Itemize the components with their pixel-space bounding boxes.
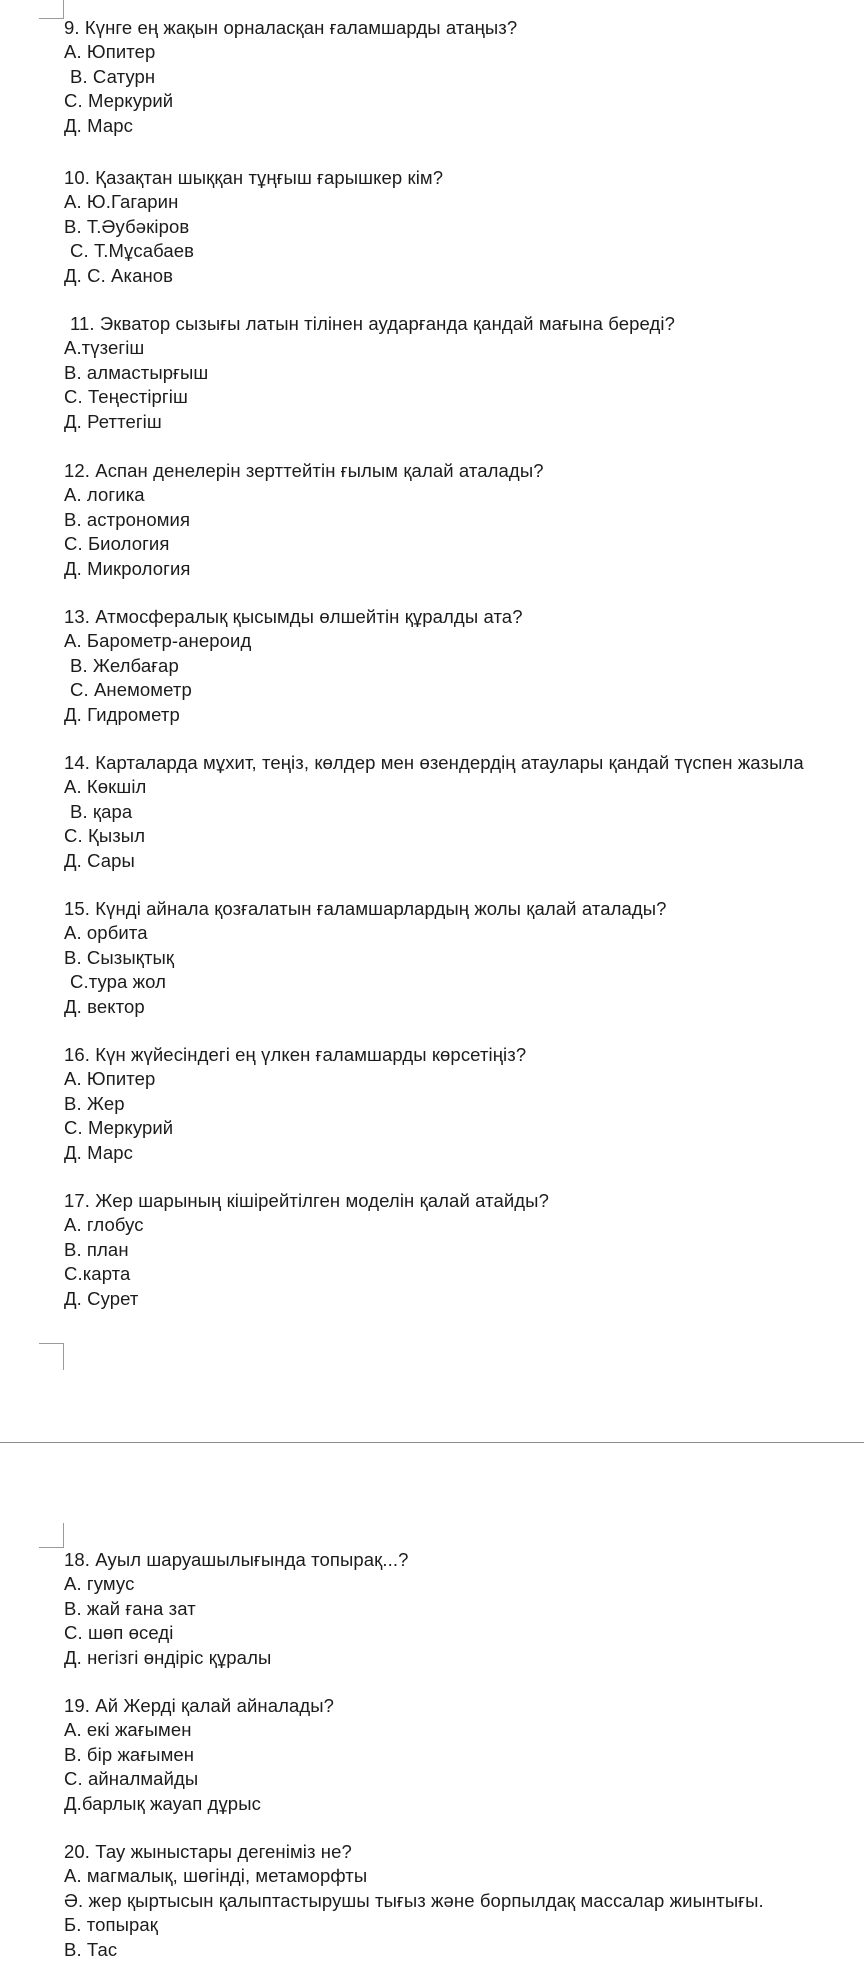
answer-option: Д. негізгі өндіріс құралы [64,1646,272,1668]
answer-option: А. Көкшіл [64,776,147,798]
answer-option: Д. Гидрометр [64,703,180,725]
answer-option: С. айналмайды [64,1768,199,1790]
answer-option: Д. вектор [64,995,145,1017]
question-text: 17. Жер шарының кішірейтілген моделін қалай атайды? [64,1190,549,1211]
question-14 [64,751,804,873]
page-corner-mark [39,1343,64,1370]
page-corner-mark [39,1523,64,1548]
answer-option: С. Т.Мұсабаев [70,240,195,262]
answer-option: Б. топырақ [64,1914,158,1936]
question-text: 20. Тау жыныстары дегеніміз не? [64,1841,352,1862]
page-corner-mark [39,0,64,19]
answer-option: В. Сатурн [70,65,156,87]
answer-option: С. шөп өседі [64,1622,174,1644]
question-9 [64,16,517,138]
answer-option: В. Жер [64,1092,125,1114]
answer-option: В. жай ғана зат [64,1597,196,1619]
question-text: 18. Ауыл шаруашылығында топырақ...? [64,1549,409,1570]
question-text: 16. Күн жүйесіндегі ең үлкен ғаламшарды көрсетіңіз? [64,1044,527,1065]
answer-option: А.түзегіш [64,337,145,359]
question-11 [64,312,675,434]
answer-option: В. қара [70,800,133,822]
answer-option: А. Юпитер [64,1068,156,1090]
question-text: 15. Күнді айнала қозғалатын ғаламшарлардың жолы қалай аталады? [64,898,667,919]
question-13 [64,605,523,727]
answer-option: А. екі жағымен [64,1719,192,1741]
question-12 [64,459,544,581]
answer-option: Д.барлық жауап дұрыс [64,1792,261,1814]
answer-option: Д. Микрология [64,557,191,579]
answer-option: А. Барометр-анероид [64,630,252,652]
answer-option: Д. Реттегіш [64,410,162,432]
answer-option: Ә. жер қыртысын қалыптастырушы тығыз және борпылдақ массалар жиынтығы. [64,1889,764,1911]
answer-option: А. Юпитер [64,41,156,63]
answer-option: А. магмалық, шөгінді, метаморфты [64,1865,368,1887]
question-15 [64,897,667,1019]
answer-option: С. Меркурий [64,90,174,112]
question-text: 12. Аспан денелерін зерттейтін ғылым қалай аталады? [64,460,544,481]
answer-option: А. орбита [64,922,148,944]
question-20 [64,1840,764,1962]
answer-option: С. Меркурий [64,1117,174,1139]
answer-option: С. Қызыл [64,825,146,847]
answer-option: С. Анемометр [70,679,192,701]
answer-option: В. астрономия [64,508,191,530]
page-break-divider [0,1442,864,1443]
question-text: 9. Күнге ең жақын орналасқан ғаламшарды атаңыз? [64,17,518,38]
answer-option: В. Желбағар [70,654,179,676]
question-19 [64,1694,334,1816]
question-text: 11. Экватор сызығы латын тілінен аударғанда қандай мағына береді? [70,313,675,334]
answer-option: В. Тас [64,1938,118,1960]
question-text: 14. Карталарда мұхит, теңіз, көлдер мен өзендердің атаулары қандай түспен жазыла [64,752,804,773]
question-18 [64,1548,408,1670]
answer-option: Д. С. Аканов [64,264,174,286]
answer-option: А. логика [64,484,145,506]
answer-option: С. Биология [64,533,170,555]
question-16 [64,1043,526,1165]
question-17 [64,1189,549,1311]
answer-option: С. Теңестіргіш [64,386,188,408]
answer-option: В. план [64,1238,129,1260]
question-text: 13. Атмосфералық қысымды өлшейтін құралды ата? [64,606,523,627]
answer-option: С.карта [64,1263,131,1285]
answer-option: Д. Марс [64,114,133,136]
question-text: 10. Қазақтан шыққан тұңғыш ғарышкер кім? [64,167,444,188]
question-10 [64,166,443,288]
answer-option: Д. Сары [64,849,135,871]
answer-option: В. алмастырғыш [64,361,209,383]
answer-option: А. глобус [64,1214,144,1236]
answer-option: В. бір жағымен [64,1743,195,1765]
answer-option: А. гумус [64,1573,135,1595]
answer-option: Д. Сурет [64,1287,139,1309]
answer-option: В. Т.Әубәкіров [64,215,190,237]
question-text: 19. Ай Жерді қалай айналады? [64,1695,335,1716]
answer-option: Д. Марс [64,1141,133,1163]
answer-option: А. Ю.Гагарин [64,191,179,213]
answer-option: С.тура жол [70,971,166,993]
answer-option: В. Сызықтық [64,946,175,968]
